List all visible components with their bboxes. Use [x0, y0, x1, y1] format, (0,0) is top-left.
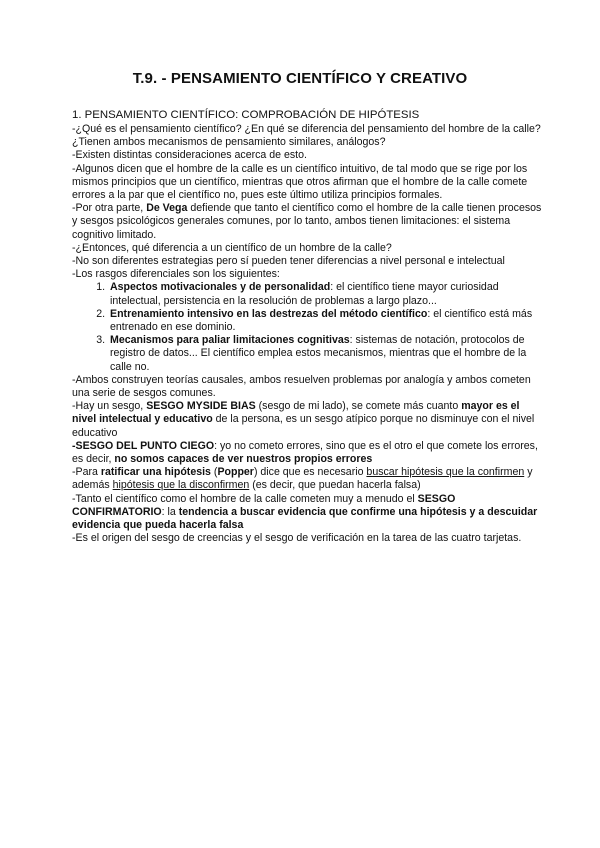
paragraph-de-vega: -Por otra parte, De Vega defiende que tanto el científico como el hombre de la calle tienen procesos y sesgos psicológicos generales comunes, por lo tanto, ambos tienen limitaciones: el sistema cognitivo limitado.	[72, 202, 542, 241]
paragraph-common-biases: -Ambos construyen teorías causales, ambos resuelven problemas por analogía y ambos cometen una serie de sesgos comunes.	[72, 373, 531, 400]
paragraph-question: -¿Qué es el pensamiento científico? ¿En qué se diferencia del pensamiento del hombre de la calle? ¿Tienen ambos mecanismos de pensamiento similares, análogos?	[72, 123, 541, 149]
paragraph-traits-intro: -Los rasgos diferenciales son los siguientes:	[72, 268, 280, 281]
paragraph-origin: -Es el origen del sesgo de creencias y el sesgo de verificación en la tarea de las cuatro tarjetas.	[72, 532, 522, 545]
paragraph-difference-question: -¿Entonces, qué diferencia a un científico de un hombre de la calle?	[72, 241, 392, 254]
list-item: 1. Aspectos motivacionales y de personalidad: el científico tiene mayor curiosidad intelectual, persistencia en la resolución de problemas a largo plazo...	[108, 281, 542, 307]
list-item: 2. Entrenamiento intensivo en las destrezas del método científico: el científico está más entrenado en ese dominio.	[108, 308, 542, 334]
document-body	[72, 108, 542, 546]
paragraph-considerations: -Existen distintas consideraciones acerca de esto.	[72, 149, 307, 162]
paragraph-confirmation-bias: -Tanto el científico como el hombre de la calle cometen muy a menudo el SESGO CONFIRMATORIO: la tendencia a buscar evidencia que confirme una hipótesis y a descuidar evidencia que pueda hacerla falsa	[72, 492, 538, 532]
paragraph-strategies: -No son diferentes estrategias pero sí pueden tener diferencias a nivel personal e intelectual	[72, 255, 505, 268]
paragraph-popper: -Para ratificar una hipótesis (Popper) dice que es necesario buscar hipótesis que la confirmen y además hipótesis que la disconfirmen (es decir, que puedan hacerla falsa)	[72, 466, 533, 492]
page-title: T.9. - PENSAMIENTO CIENTÍFICO Y CREATIVO	[132, 70, 468, 87]
paragraph-myside-bias: -Hay un sesgo, SESGO MYSIDE BIAS (sesgo de mi lado), se comete más cuanto mayor es el nivel intelectual y educativo de la persona, es un sesgo atípico porque no disminuye con el nivel educativo	[72, 400, 535, 439]
section-heading: 1. PENSAMIENTO CIENTÍFICO: COMPROBACIÓN DE HIPÓTESIS	[72, 109, 420, 121]
list-item: 3. Mecanismos para paliar limitaciones cognitivas: sistemas de notación, protocolos de registro de datos... El científico emplea estos mecanismos, mientras que el hombre de la calle no.	[108, 334, 542, 374]
paragraph-blind-spot: -SESGO DEL PUNTO CIEGO: yo no cometo errores, sino que es el otro el que comete los errores, es decir, no somos capaces de ver nuestros propios errores	[72, 439, 538, 466]
traits-list	[72, 281, 542, 373]
paragraph-intuitive-scientist: -Algunos dicen que el hombre de la calle es un científico intuitivo, de tal modo que se rige por los mismos principios que un científico, mientras que otros afirman que el hombre de la calle comete errores a la par que el científico no, pues este último utiliza principios formales.	[72, 162, 528, 202]
